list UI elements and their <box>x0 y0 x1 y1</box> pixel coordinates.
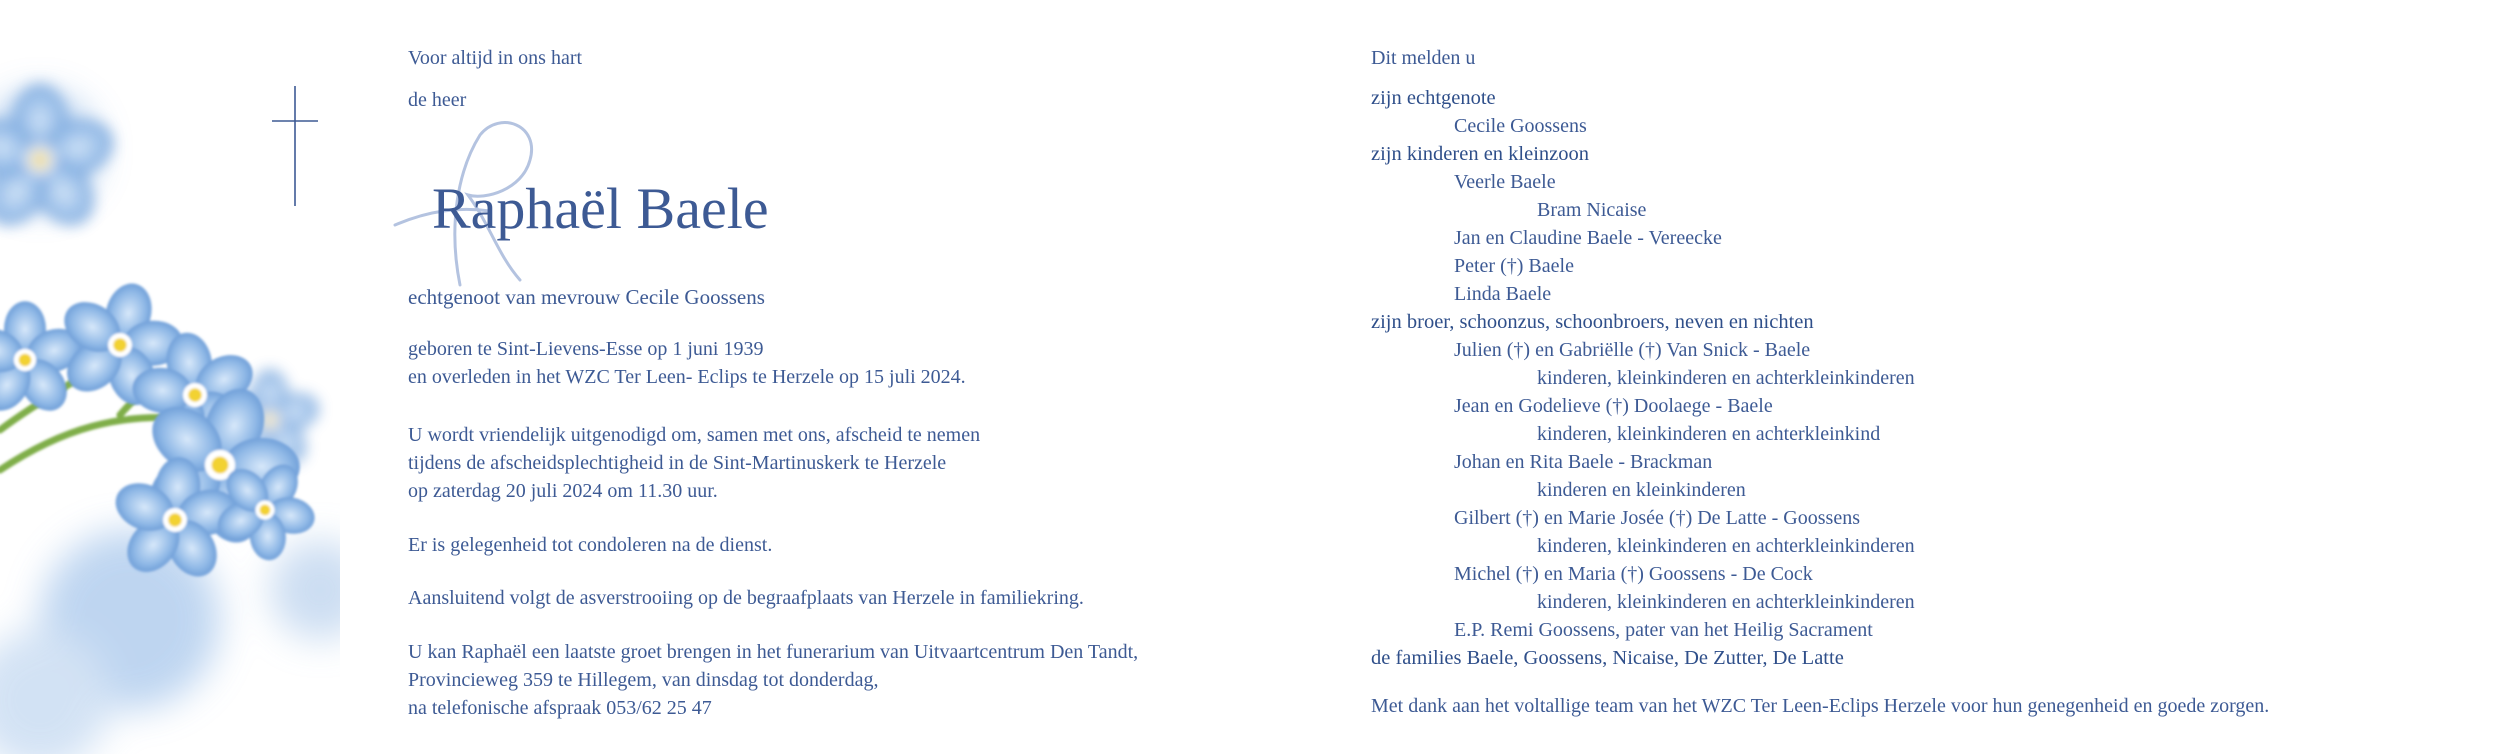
family-line: Jean en Godelieve (†) Doolaege - Baele <box>1454 395 1773 417</box>
family-line: Linda Baele <box>1454 283 1552 305</box>
scattering-line: Aansluitend volgt de asverstrooiing op de begraafplaats van Herzele in familiekring. <box>408 587 1084 609</box>
invite-line: U wordt vriendelijk uitgenodigd om, samen met ons, afscheid te nemen <box>408 424 981 446</box>
family-line: E.P. Remi Goossens, pater van het Heilig Sacrament <box>1454 619 1873 641</box>
family-line: kinderen, kleinkinderen en achterkleinkinderen <box>1537 367 1915 389</box>
family-line: Julien (†) en Gabriëlle (†) Van Snick - Baele <box>1454 339 1811 361</box>
family-line: kinderen, kleinkinderen en achterkleinkinderen <box>1537 535 1915 557</box>
death-line: en overleden in het WZC Ter Leen- Eclips te Herzele op 15 juli 2024. <box>408 366 966 388</box>
condolence-line: Er is gelegenheid tot condoleren na de dienst. <box>408 534 773 556</box>
family-line: Cecile Goossens <box>1454 115 1587 137</box>
visit-line: Provincieweg 359 te Hillegem, van dinsdag tot donderdag, <box>408 669 879 691</box>
family-line: kinderen en kleinkinderen <box>1537 479 1746 501</box>
family-line: Gilbert (†) en Marie Josée (†) De Latte - Goossens <box>1454 507 1860 529</box>
opening-line: Voor altijd in ons hart <box>408 47 583 69</box>
family-line: Peter (†) Baele <box>1454 255 1574 277</box>
family-line: zijn kinderen en kleinzoon <box>1371 143 1590 165</box>
family-line: Veerle Baele <box>1454 171 1556 193</box>
family-line: kinderen, kleinkinderen en achterkleinkind <box>1537 423 1881 445</box>
invite-line: op zaterdag 20 juli 2024 om 11.30 uur. <box>408 480 718 502</box>
title-line: de heer <box>408 89 467 111</box>
birth-line: geboren te Sint-Lievens-Esse op 1 juni 1939 <box>408 338 764 360</box>
deceased-name: Raphaël Baele <box>432 176 769 241</box>
family-line: Jan en Claudine Baele - Vereecke <box>1454 227 1722 249</box>
family-line: Bram Nicaise <box>1537 199 1647 221</box>
family-line: Johan en Rita Baele - Brackman <box>1454 451 1713 473</box>
invite-line: tijdens de afscheidsplechtigheid in de Sint-Martinuskerk te Herzele <box>408 452 947 474</box>
spouse-line: echtgenoot van mevrouw Cecile Goossens <box>408 285 765 309</box>
announce-line: Dit melden u <box>1371 47 1476 69</box>
visit-line: na telefonische afspraak 053/62 25 47 <box>408 697 712 719</box>
family-line: zijn echtgenote <box>1371 87 1496 109</box>
cross-icon <box>270 86 320 206</box>
visit-line: U kan Raphaël een laatste groet brengen in het funerarium van Uitvaartcentrum Den Tandt, <box>408 641 1139 663</box>
family-line: zijn broer, schoonzus, schoonbroers, neven en nichten <box>1371 311 1814 333</box>
family-line: de families Baele, Goossens, Nicaise, De Zutter, De Latte <box>1371 647 1844 669</box>
family-line: kinderen, kleinkinderen en achterkleinkinderen <box>1537 591 1915 613</box>
thanks-line: Met dank aan het voltallige team van het WZC Ter Leen-Eclips Herzele voor hun genegenheid en goede zorgen. <box>1371 695 2270 717</box>
family-line: Michel (†) en Maria (†) Goossens - De Cock <box>1454 563 1813 585</box>
